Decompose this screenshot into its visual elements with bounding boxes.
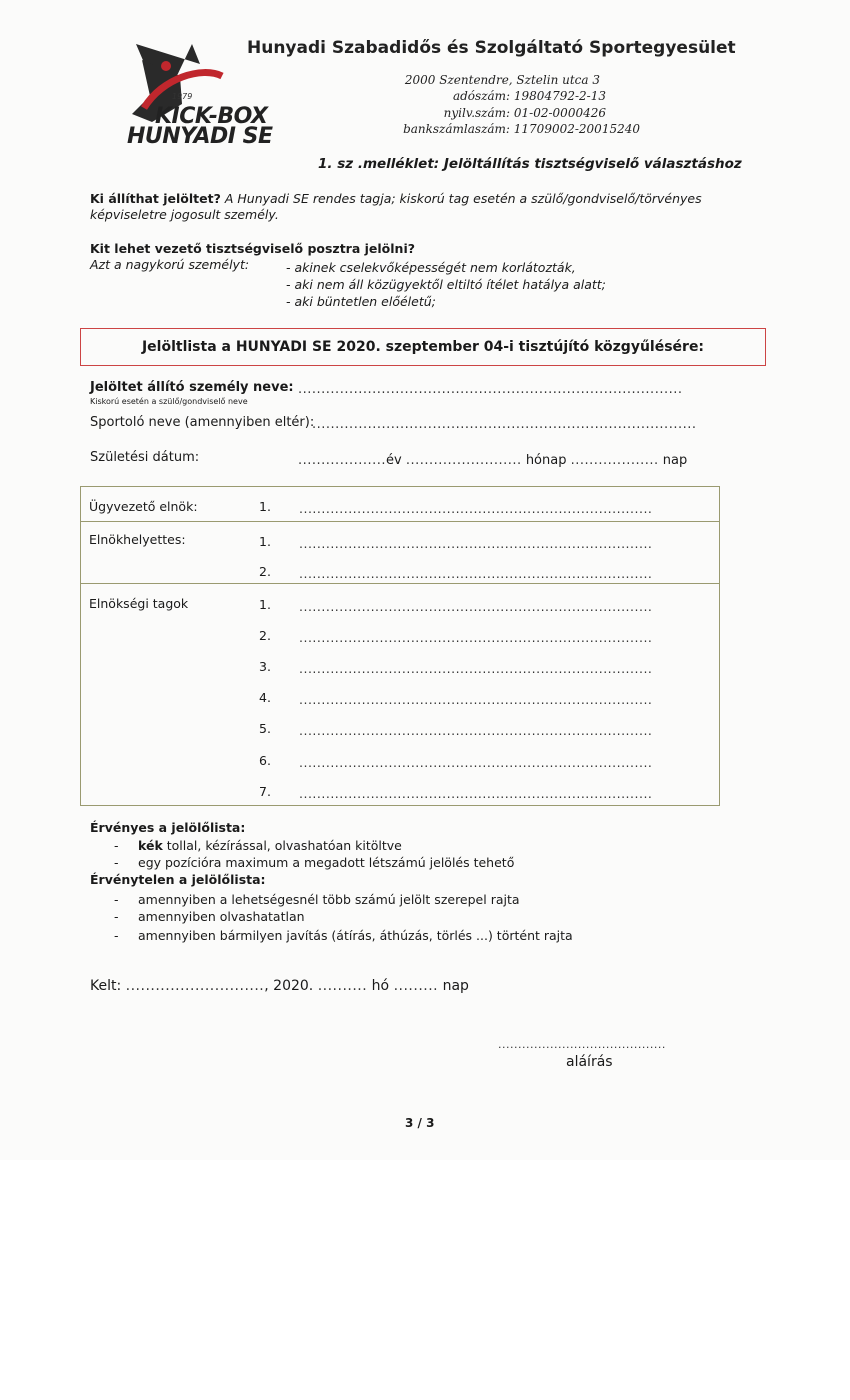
invalid-item: amennyiben olvashatatlan	[138, 909, 305, 924]
intro-a2-item: - akinek cselekvőképességét nem korlátozták,	[286, 260, 576, 275]
bullet-dash: -	[114, 892, 119, 907]
board-candidate-field[interactable]: ...............................................................................	[299, 723, 653, 738]
board-num: 1.	[259, 597, 271, 612]
intro-q1: Ki állíthat jelöltet?	[90, 191, 221, 206]
ceo-candidate-field[interactable]: ...............................................................................	[299, 501, 653, 516]
month-label: hónap	[525, 453, 567, 468]
bullet-dash: -	[114, 909, 119, 924]
vice-num: 2.	[259, 564, 271, 579]
board-num: 4.	[259, 690, 271, 705]
logo-line2: HUNYADI SE	[127, 124, 273, 149]
board-candidate-field[interactable]: ...............................................................................	[299, 755, 653, 770]
bullet-dash: -	[114, 855, 119, 870]
board-num: 2.	[259, 628, 271, 643]
intro-q2: Kit lehet vezető tisztségviselő posztra jelölni?	[90, 241, 415, 256]
ceo-num: 1.	[259, 499, 271, 514]
candidate-list-title-box	[80, 328, 766, 366]
place-field[interactable]: ............................	[125, 978, 265, 994]
row-divider	[81, 521, 719, 522]
board-num: 7.	[259, 784, 271, 799]
birth-month-field[interactable]: .........................	[405, 453, 522, 468]
intro-a2-item: - aki büntetlen előéletű;	[286, 294, 436, 309]
annex-title: 1. sz .melléklet: Jelöltállítás tisztségviselő választáshoz	[318, 156, 742, 172]
positions-table	[80, 486, 720, 806]
athlete-name-field[interactable]: ...................................................................................	[312, 417, 697, 432]
signature-label: aláírás	[566, 1054, 613, 1070]
birth-day-field[interactable]: ...................	[570, 453, 659, 468]
day-label: nap	[662, 453, 688, 468]
address: 2000 Szentendre, Sztelin utca 3	[404, 73, 600, 87]
athlete-label: Sportoló neve (amennyiben eltér):	[90, 415, 315, 430]
nominator-sublabel: Kiskorú esetén a szülő/gondviselő neve	[90, 397, 248, 406]
birth-date-label: Születési dátum:	[90, 450, 200, 465]
page-number: 3 / 3	[405, 1116, 435, 1130]
registration-number: nyilv.szám: 01-02-0000426	[443, 106, 606, 120]
day-field[interactable]: .........	[393, 978, 439, 994]
board-candidate-field[interactable]: ...............................................................................	[299, 599, 653, 614]
kelt-label: Kelt:	[90, 978, 122, 994]
intro-q1-line	[90, 190, 702, 207]
board-label: Elnökségi tagok	[89, 596, 189, 611]
invalid-item: amennyiben a lehetségesnél több számú jelölt szerepel rajta	[138, 892, 520, 907]
row-divider	[81, 583, 719, 584]
organization-name: Hunyadi Szabadidős és Szolgáltató Sportegyesület	[247, 38, 736, 58]
signature-field[interactable]: ..........................................	[498, 1038, 666, 1051]
month-field[interactable]: ..........	[317, 978, 368, 994]
tax-number: adószám: 19804792-2-13	[452, 89, 606, 103]
nominator-name-field[interactable]: ...................................................................................	[298, 382, 683, 397]
date-line	[90, 978, 469, 994]
vice-candidate-field[interactable]: ...............................................................................	[299, 536, 653, 551]
birth-year-field[interactable]: ...................	[298, 453, 387, 468]
ceo-label: Ügyvezető elnök:	[89, 499, 198, 514]
valid-item: egy pozícióra maximum a megadott létszámú jelölés tehető	[138, 855, 515, 870]
nominator-label: Jelöltet állító személy neve:	[90, 380, 294, 395]
board-candidate-field[interactable]: ...............................................................................	[299, 630, 653, 645]
intro-a1-line2: képviseletre jogosult személy.	[90, 207, 279, 222]
board-num: 5.	[259, 721, 271, 736]
board-candidate-field[interactable]: ...............................................................................	[299, 692, 653, 707]
candidate-list-title: Jelöltlista a HUNYADI SE 2020. szeptember 04-i tisztújító közgyűlésére:	[141, 339, 705, 355]
vice-label: Elnökhelyettes:	[89, 532, 186, 547]
intro-a2-item: - aki nem áll közügyektől eltiltó ítélet hatálya alatt;	[286, 277, 606, 292]
vice-num: 1.	[259, 534, 271, 549]
bullet-dash: -	[114, 928, 119, 943]
month-label: hó	[371, 978, 390, 994]
invalid-title: Érvénytelen a jelölőlista:	[90, 872, 266, 887]
logo-year: 1979	[172, 92, 193, 101]
valid-item-bold: kék	[138, 838, 163, 853]
bank-account: bankszámlaszám: 11709002-20015240	[403, 122, 640, 136]
valid-item	[138, 838, 402, 853]
invalid-item: amennyiben bármilyen javítás (átírás, áthúzás, törlés ...) történt rajta	[138, 928, 573, 943]
intro-a2-label: Azt a nagykorú személyt:	[90, 257, 250, 272]
board-num: 6.	[259, 753, 271, 768]
year-label: év	[386, 453, 402, 468]
board-candidate-field[interactable]: ...............................................................................	[299, 786, 653, 801]
intro-a1-line1: A Hunyadi SE rendes tagja; kiskorú tag esetén a szülő/gondviselő/törvényes	[224, 191, 702, 206]
valid-title: Érvényes a jelölőlista:	[90, 820, 246, 835]
birth-date-row	[298, 453, 687, 468]
board-num: 3.	[259, 659, 271, 674]
vice-candidate-field[interactable]: ...............................................................................	[299, 566, 653, 581]
year-text: , 2020.	[264, 978, 314, 994]
board-candidate-field[interactable]: ...............................................................................	[299, 661, 653, 676]
day-label: nap	[442, 978, 469, 994]
valid-item-rest: tollal, kézírással, olvashatóan kitöltve	[162, 838, 402, 853]
bullet-dash: -	[114, 838, 119, 853]
logo-line1: KICK-BOX	[155, 104, 268, 129]
